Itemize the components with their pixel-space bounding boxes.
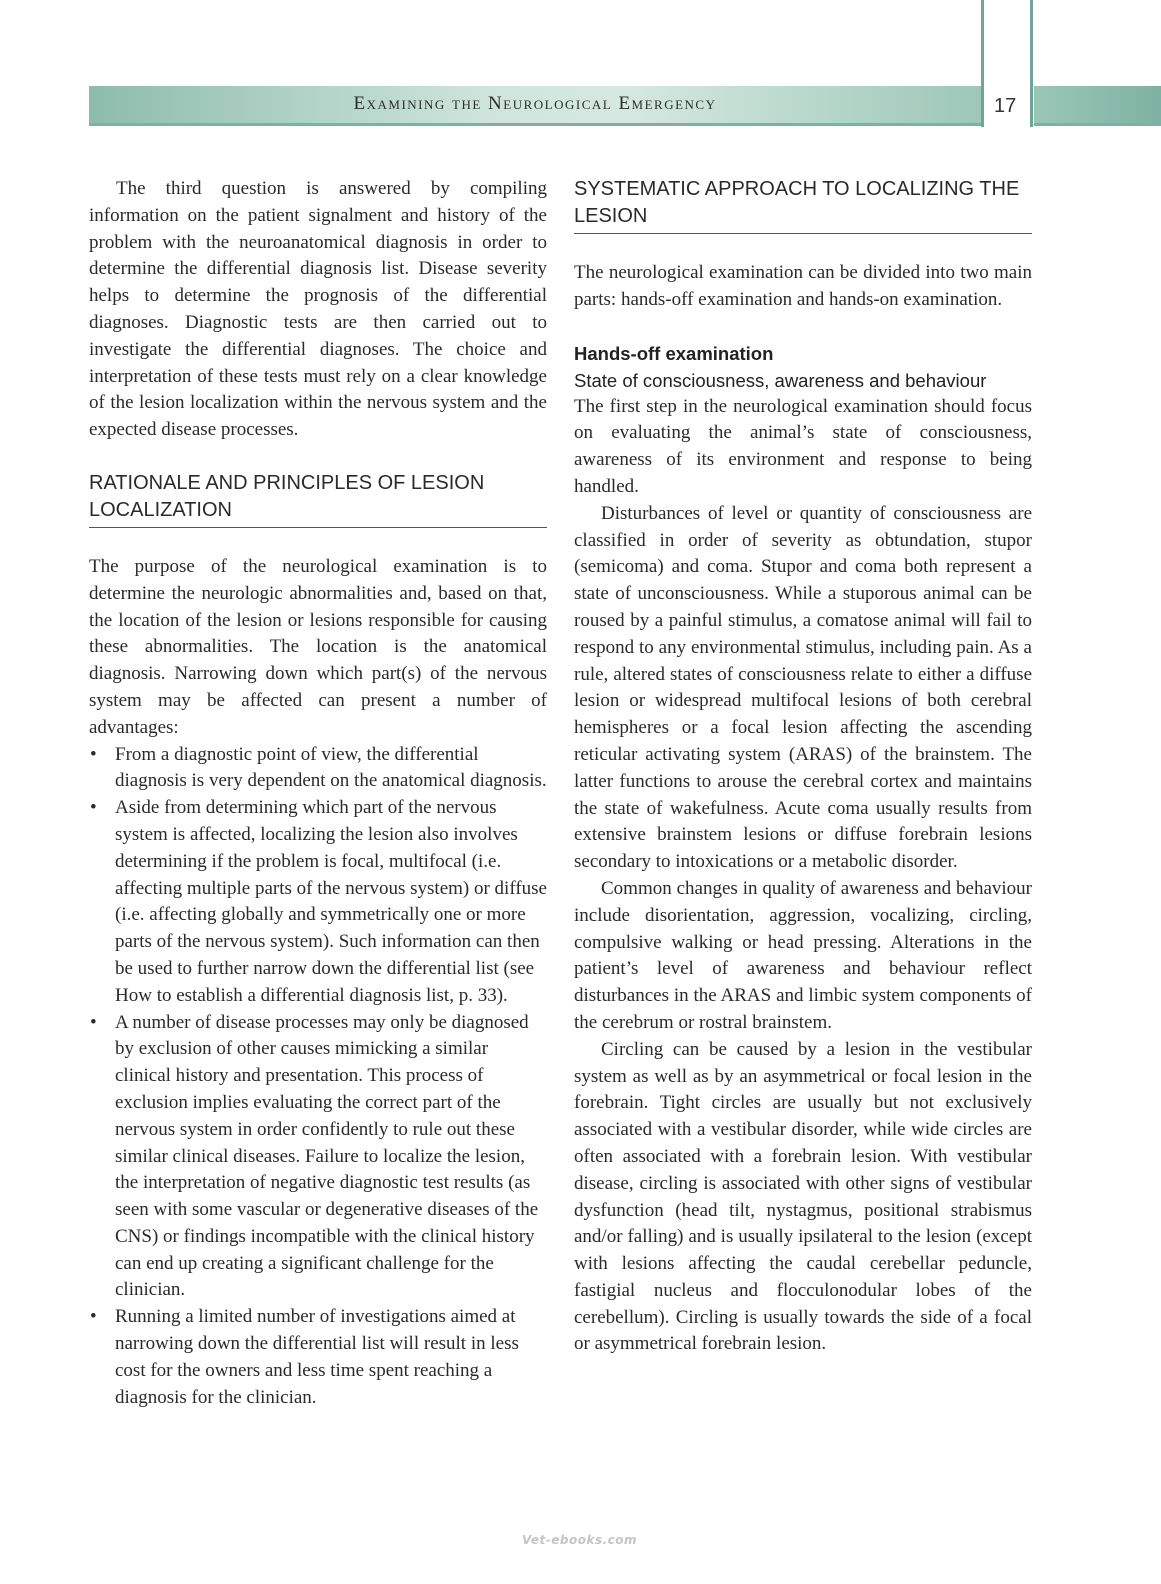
list-item — [89, 1010, 547, 1305]
body-paragraph: Disturbances of level or quantity of consciousness are classified in order of severity as obtundation, stupor (semicoma) and coma. Stupor and coma both represent a state of unconsciousness. While a stuporous animal can be roused by a painful stimulus, a comatose animal will fail to respond to any environmental stimulus, including pain. As a rule, altered states of consciousness relate to either a diffuse lesion or widespread multifocal lesions of both cerebral hemispheres or a focal lesion affecting the ascending reticular activating system (ARAS) of the brainstem. The latter functions to arouse the cerebral cortex and maintains the state of wakefulness. Acute coma usually results from extensive brainstem lesions or diffuse forebrain lesions secondary to intoxications or a metabolic disorder. — [574, 502, 1032, 873]
list-item — [89, 1304, 547, 1411]
list-item — [89, 742, 547, 796]
purpose-paragraph: The purpose of the neurological examination is to determine the neurologic abnormalities and, based on that, the location of the lesion or lesions responsible for causing these abnormalities. The location is the anatomical diagnosis. Narrowing down which part(s) of the nervous system may be affected can present a number of advantages: — [89, 555, 547, 738]
list-item-text: From a diagnostic point of view, the differential diagnosis is very dependent on the anatomical diagnosis. — [115, 743, 547, 792]
page-number-band — [1034, 86, 1161, 126]
intro-paragraph: The third question is answered by compiling information on the patient signalment and history of the problem with the neuroanatomical diagnosis in order to determine the differential diagnosis list. Disease severity helps to determine the prognosis of the differential diagnoses. Diagnostic tests are then carried out to investigate the differential diagnoses. The choice and interpretation of these tests must rely on a clear knowledge of the lesion localization within the nervous system and the expected disease processes. — [89, 178, 547, 441]
left-column — [89, 176, 547, 1411]
subheading-consciousness: State of consciousness, awareness and behaviour — [574, 369, 987, 391]
body-paragraph: Circling can be caused by a lesion in the vestibular system as well as by an asymmetrical or focal lesion in the forebrain. Tight circles are usually but not exclusively associated with a vestibular disorder, while wide circles are often associated with a forebrain lesion. With vestibular disease, circling is associated with other signs of vestibular dysfunction (head tilt, nystagmus, positional strabismus and/or falling) and is usually ipsilateral to the lesion (except with lesions affecting the caudal cerebellar peduncle, fastigial nucleus and flocculonodular lobes of the cerebellum). Circling is usually towards the side of a focal or asymmetrical forebrain lesion. — [574, 1038, 1032, 1355]
list-item-text: Aside from determining which part of the nervous system is affected, localizing the lesion also involves determining if the problem is focal, multifocal (i.e. affecting multiple parts of the nervous system) or diffuse (i.e. affecting globally and symmetrically one or more parts of the nervous system). Such information can then be used to further narrow down the differential list (see How to establish a differential diagnosis list, p. 33). — [115, 797, 547, 1006]
list-item-text: A number of disease processes may only be diagnosed by exclusion of other causes mimicking a similar clinical history and presentation. This process of exclusion implies evaluating the correct part of the nervous system in order confidently to rule out these similar clinical diseases. Failure to localize the lesion, the interpretation of negative diagnostic test results (as seen with some vascular or degenerative diseases of the CNS) or findings incompatible with the clinical history can end up creating a significant challenge for the clinician. — [115, 1011, 539, 1301]
bullet-icon: • — [90, 1011, 97, 1033]
right-column — [574, 176, 1032, 1358]
bullet-icon: • — [90, 797, 97, 819]
watermark-logo: Vet-ebooks.com — [522, 1533, 638, 1547]
advantages-list — [89, 742, 547, 1412]
section-heading-rationale: RATIONALE AND PRINCIPLES OF LESION LOCALIZATION — [89, 470, 547, 528]
subheading-hands-off: Hands-off examination — [574, 342, 774, 364]
body-paragraph: The first step in the neurological examination should focus on evaluating the animal’s state of consciousness, awareness of its environment and response to being handled. — [574, 395, 1032, 497]
list-item-text: Running a limited number of investigations aimed at narrowing down the differential list will result in less cost for the owners and less time spent reaching a diagnosis for the clinician. — [115, 1306, 519, 1408]
header-rule-right — [1030, 0, 1033, 127]
bullet-icon: • — [90, 1306, 97, 1328]
bullet-icon: • — [90, 743, 97, 765]
body-paragraph: Common changes in quality of awareness and behaviour include disorientation, aggression, vocalizing, circling, compulsive walking or head pressing. Alterations in the patient’s level of awareness and behaviour reflect disturbances in the ARAS and limbic system components of the cerebrum or rostral brainstem. — [574, 877, 1032, 1033]
running-title: Examining the Neurological Emergency — [353, 93, 717, 114]
running-header — [89, 86, 981, 126]
section-heading-systematic: SYSTEMATIC APPROACH TO LOCALIZING THE LESION — [574, 176, 1032, 234]
right-intro-paragraph: The neurological examination can be divided into two main parts: hands-off examination and hands-on examination. — [574, 262, 1032, 310]
header-rule-left — [981, 0, 984, 127]
page-number: 17 — [994, 95, 1017, 117]
list-item — [89, 795, 547, 1009]
